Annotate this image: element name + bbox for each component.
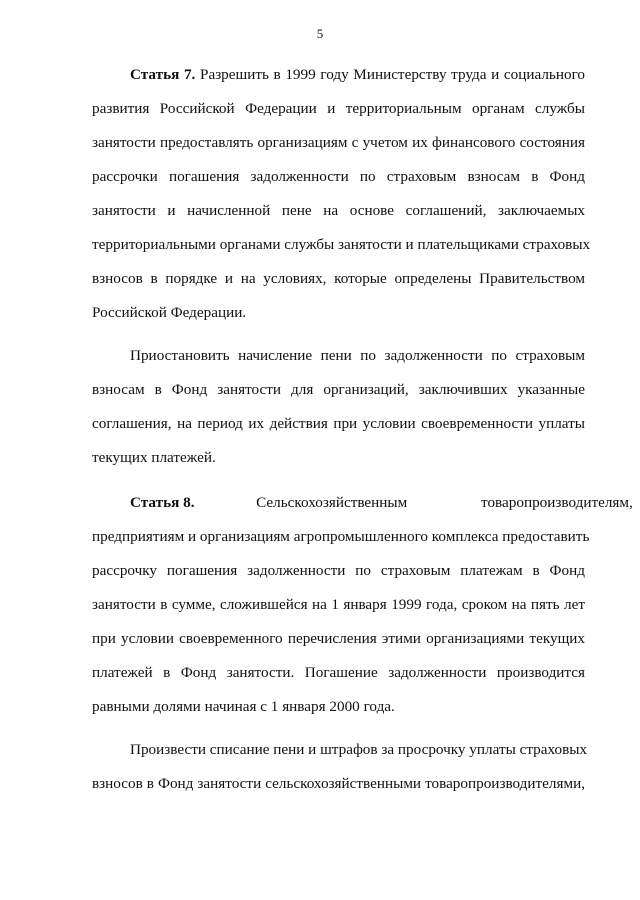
article7-line-6: территориальными органами службы занятости и плательщиками страховых xyxy=(92,236,591,253)
article7-heading: Статья 7. xyxy=(130,66,196,83)
para2-line-2: взносам в Фонд занятости для организаций, заключивших указанные xyxy=(92,381,585,398)
article7-line-3: занятости предоставлять организациям с учетом их финансового состояния xyxy=(92,134,585,151)
article8-line-1-text: Сельскохозяйственным товаропроизводителям, xyxy=(256,494,633,511)
article7-line-4: рассрочки погашения задолженности по страховым взносам в Фонд xyxy=(92,168,585,185)
para4-line-2: взносов в Фонд занятости сельскохозяйственными товаропроизводителями, xyxy=(92,775,585,792)
article7-line-7: взносов в порядке и на условиях, которые определены Правительством xyxy=(92,270,585,287)
para4-line-1: Произвести списание пени и штрафов за просрочку уплаты страховых xyxy=(130,741,588,758)
article8-line-1 xyxy=(130,494,633,512)
para2-line-1: Приостановить начисление пени по задолженности по страховым xyxy=(130,347,585,364)
article8-line-6: платежей в Фонд занятости. Погашение задолженности производится xyxy=(92,664,585,681)
para2-line-3: соглашения, на период их действия при условии своевременности уплаты xyxy=(92,415,585,432)
para2-line-4: текущих платежей. xyxy=(92,449,216,466)
article7-line-5: занятости и начисленной пене на основе соглашений, заключаемых xyxy=(92,202,585,219)
page-number: 5 xyxy=(316,26,324,41)
article8-heading: Статья 8. xyxy=(130,494,195,511)
article7-line-1-text: Разрешить в 1999 году Министерству труда и социального xyxy=(200,66,586,83)
article8-line-4: занятости в сумме, сложившейся на 1 января 1999 года, сроком на пять лет xyxy=(92,596,585,613)
article7-line-2: развития Российской Федерации и территориальным органам службы xyxy=(92,100,585,117)
article8-line-2: предприятиям и организациям агропромышленного комплекса предоставить xyxy=(92,528,590,545)
article8-line-7: равными долями начиная с 1 января 2000 года. xyxy=(92,698,395,715)
article8-line-3: рассрочку погашения задолженности по страховым платежам в Фонд xyxy=(92,562,585,579)
article7-line-1 xyxy=(130,66,585,84)
article7-line-8: Российской Федерации. xyxy=(92,304,247,321)
article8-line-5: при условии своевременного перечисления этими организациями текущих xyxy=(92,630,585,647)
